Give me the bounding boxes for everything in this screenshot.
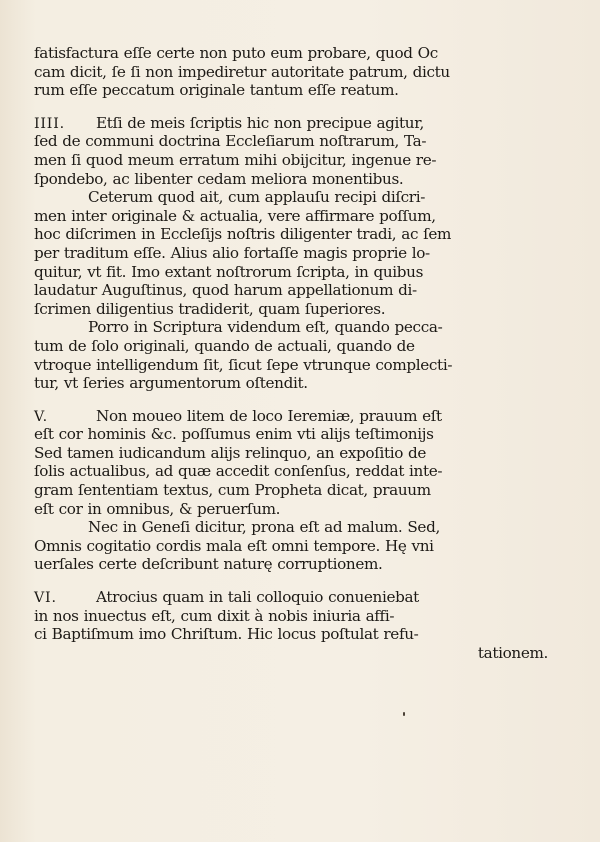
ink-mark xyxy=(403,712,405,716)
paragraph-text: Ceterum quod ait, cum applauſu recipi diſcri- xyxy=(88,188,426,207)
text-line: tur, vt ſeries argumentorum oſtendit. xyxy=(34,374,308,393)
page-text xyxy=(34,44,554,662)
catchword: tationem. xyxy=(477,643,548,662)
paragraph-gap xyxy=(34,574,554,588)
text-line: ſcrimen diligentius tradiderit, quam ſuperiores. xyxy=(34,299,386,318)
section-number-v: V. xyxy=(34,408,48,425)
text-line: vtroque intelligendum ſit, ſicut ſepe vtrunque complecti- xyxy=(34,355,453,374)
section-v-first-line xyxy=(34,407,554,426)
paragraph-first-line xyxy=(34,188,554,207)
section-iiii-first-line xyxy=(34,114,554,133)
paragraph-first-line xyxy=(34,318,554,337)
text-line: men ſi quod meum erratum mihi obijcitur, ingenue re- xyxy=(34,150,437,169)
text-line: hoc diſcrimen in Eccleſijs noſtris diligenter tradi, ac ſem xyxy=(34,225,452,244)
section-text: Atrocius quam in tali colloquio conueniebat xyxy=(96,588,419,607)
text-line: Sed tamen iudicandum alijs relinquo, an expoſitio de xyxy=(34,443,427,462)
section-number-vi: VI. xyxy=(34,590,57,607)
text-line: fatisfactura eſſe certe non puto eum probare, quod Oc xyxy=(34,44,438,62)
text-line: laudatur Auguſtinus, quod harum appellationum di- xyxy=(34,281,417,300)
text-line: ci Baptiſmum imo Chriſtum. Hic locus poſtulat refu- xyxy=(34,625,419,644)
paragraph-gap xyxy=(34,100,554,114)
text-line: eſt cor in omnibus, & peruerſum. xyxy=(34,499,281,518)
text-line: per traditum eſſe. Alius alio fortaſſe magis proprie lo- xyxy=(34,243,430,262)
text-line: Omnis cogitatio cordis mala eſt omni tempore. Hę vni xyxy=(34,536,434,555)
text-line: rum eſſe peccatum originale tantum eſſe reatum. xyxy=(34,81,399,100)
text-line: ſolis actualibus, ad quæ accedit conſenſus, reddat inte- xyxy=(34,462,443,481)
section-number-iiii: IIII. xyxy=(34,115,65,132)
section-text: Etſi de meis ſcriptis hic non precipue agitur, xyxy=(96,113,424,132)
paragraph-gap xyxy=(34,393,554,407)
paragraph-text: Nec in Geneſi dicitur, prona eſt ad malum. Sed, xyxy=(88,518,440,537)
text-line: ſed de communi doctrina Eccleſiarum noſtrarum, Ta- xyxy=(34,132,427,151)
text-line: ſpondebo, ac libenter cedam meliora monentibus. xyxy=(34,169,404,188)
text-line: gram ſententiam textus, cum Propheta dicat, prauum xyxy=(34,481,431,500)
paragraph-text: Porro in Scriptura videndum eſt, quando pecca- xyxy=(88,318,443,337)
text-line: quitur, vt fit. Imo extant noſtrorum ſcripta, in quibus xyxy=(34,262,424,281)
text-line: in nos inuectus eſt, cum dixit à nobis iniuria affi- xyxy=(34,606,395,625)
text-line: men inter originale & actualia, vere affirmare poſſum, xyxy=(34,206,436,225)
paragraph-first-line xyxy=(34,518,554,537)
text-line: tum de ſolo originali, quando de actuali, quando de xyxy=(34,336,415,355)
text-line: uerſales certe deſcribunt naturę corruptionem. xyxy=(34,555,383,574)
section-text: Non moueo litem de loco Ieremiæ, prauum eſt xyxy=(96,406,442,425)
text-line: cam dicit, ſe ſi non impediretur autoritate patrum, dictu xyxy=(34,62,450,81)
text-line: eſt cor hominis &c. poſſumus enim vti alijs teſtimonijs xyxy=(34,425,434,444)
section-vi-first-line xyxy=(34,588,554,607)
